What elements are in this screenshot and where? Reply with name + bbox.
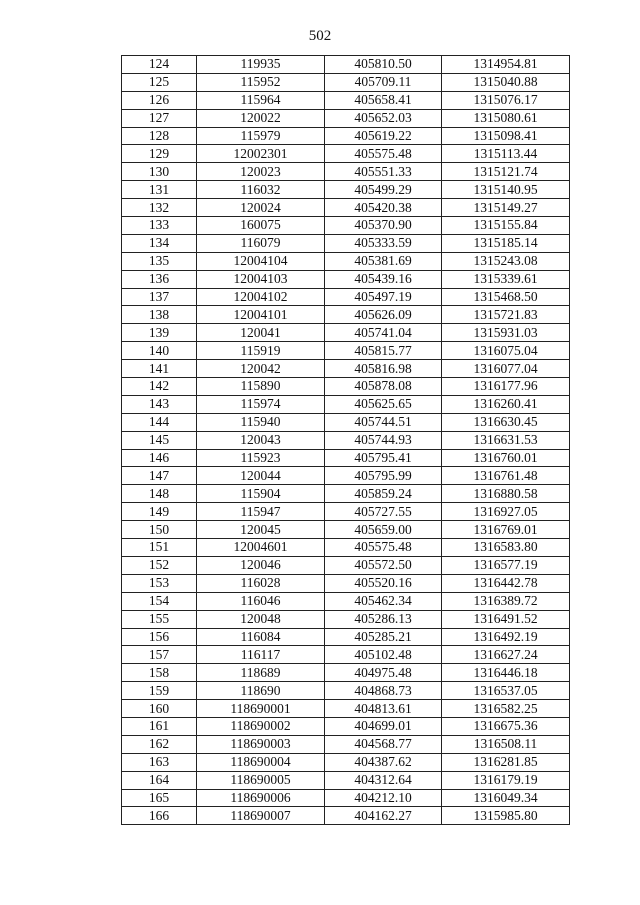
x-coordinate-cell: 404568.77 [325,735,442,753]
table-row [122,395,570,413]
table-row [122,521,570,539]
y-coordinate-cell: 1316675.36 [442,717,570,735]
row-number-cell: 146 [122,449,197,467]
y-coordinate-cell: 1315185.14 [442,234,570,252]
table-row [122,592,570,610]
y-coordinate-cell: 1315339.61 [442,270,570,288]
table-row [122,342,570,360]
row-number-cell: 152 [122,556,197,574]
x-coordinate-cell: 405102.48 [325,646,442,664]
row-number-cell: 162 [122,735,197,753]
x-coordinate-cell: 405499.29 [325,181,442,199]
point-id-cell: 118690001 [197,700,325,718]
row-number-cell: 143 [122,395,197,413]
y-coordinate-cell: 1316769.01 [442,521,570,539]
x-coordinate-cell: 405741.04 [325,324,442,342]
point-id-cell: 119935 [197,56,325,74]
point-id-cell: 115979 [197,127,325,145]
x-coordinate-cell: 405816.98 [325,360,442,378]
point-id-cell: 115974 [197,395,325,413]
table-row [122,467,570,485]
table-row [122,127,570,145]
point-id-cell: 120046 [197,556,325,574]
point-id-cell: 115940 [197,413,325,431]
table-row [122,91,570,109]
y-coordinate-cell: 1316761.48 [442,467,570,485]
y-coordinate-cell: 1316260.41 [442,395,570,413]
table-row [122,109,570,127]
point-id-cell: 120041 [197,324,325,342]
y-coordinate-cell: 1314954.81 [442,56,570,74]
row-number-cell: 149 [122,503,197,521]
table-row [122,574,570,592]
y-coordinate-cell: 1315098.41 [442,127,570,145]
row-number-cell: 139 [122,324,197,342]
table-row [122,717,570,735]
point-id-cell: 118690007 [197,807,325,825]
y-coordinate-cell: 1316631.53 [442,431,570,449]
y-coordinate-cell: 1316880.58 [442,485,570,503]
row-number-cell: 124 [122,56,197,74]
row-number-cell: 153 [122,574,197,592]
y-coordinate-cell: 1316582.25 [442,700,570,718]
row-number-cell: 125 [122,73,197,91]
y-coordinate-cell: 1315985.80 [442,807,570,825]
row-number-cell: 129 [122,145,197,163]
point-id-cell: 116046 [197,592,325,610]
point-id-cell: 115904 [197,485,325,503]
row-number-cell: 166 [122,807,197,825]
point-id-cell: 116028 [197,574,325,592]
point-id-cell: 118689 [197,664,325,682]
table-row [122,324,570,342]
point-id-cell: 12004102 [197,288,325,306]
row-number-cell: 159 [122,682,197,700]
y-coordinate-cell: 1316177.96 [442,378,570,396]
y-coordinate-cell: 1316537.05 [442,682,570,700]
table-row [122,700,570,718]
row-number-cell: 126 [122,91,197,109]
point-id-cell: 118690003 [197,735,325,753]
x-coordinate-cell: 405575.48 [325,145,442,163]
table-row [122,646,570,664]
row-number-cell: 142 [122,378,197,396]
row-number-cell: 147 [122,467,197,485]
point-id-cell: 116032 [197,181,325,199]
row-number-cell: 144 [122,413,197,431]
y-coordinate-cell: 1316049.34 [442,789,570,807]
y-coordinate-cell: 1316508.11 [442,735,570,753]
y-coordinate-cell: 1315076.17 [442,91,570,109]
x-coordinate-cell: 405551.33 [325,163,442,181]
y-coordinate-cell: 1316627.24 [442,646,570,664]
y-coordinate-cell: 1315243.08 [442,252,570,270]
row-number-cell: 133 [122,217,197,235]
point-id-cell: 120024 [197,199,325,217]
y-coordinate-cell: 1316281.85 [442,753,570,771]
coordinates-table-body [122,56,570,825]
point-id-cell: 120023 [197,163,325,181]
point-id-cell: 118690006 [197,789,325,807]
x-coordinate-cell: 405878.08 [325,378,442,396]
table-row [122,735,570,753]
y-coordinate-cell: 1315080.61 [442,109,570,127]
table-row [122,664,570,682]
point-id-cell: 120048 [197,610,325,628]
row-number-cell: 145 [122,431,197,449]
x-coordinate-cell: 404212.10 [325,789,442,807]
table-row [122,199,570,217]
y-coordinate-cell: 1315721.83 [442,306,570,324]
table-row [122,449,570,467]
point-id-cell: 120042 [197,360,325,378]
point-id-cell: 12004101 [197,306,325,324]
row-number-cell: 137 [122,288,197,306]
table-row [122,789,570,807]
point-id-cell: 118690 [197,682,325,700]
table-row [122,503,570,521]
table-row [122,145,570,163]
x-coordinate-cell: 405658.41 [325,91,442,109]
x-coordinate-cell: 405810.50 [325,56,442,74]
y-coordinate-cell: 1315140.95 [442,181,570,199]
table-row [122,771,570,789]
x-coordinate-cell: 405439.16 [325,270,442,288]
x-coordinate-cell: 405709.11 [325,73,442,91]
y-coordinate-cell: 1316446.18 [442,664,570,682]
x-coordinate-cell: 405619.22 [325,127,442,145]
x-coordinate-cell: 405497.19 [325,288,442,306]
row-number-cell: 132 [122,199,197,217]
y-coordinate-cell: 1315468.50 [442,288,570,306]
x-coordinate-cell: 404162.27 [325,807,442,825]
y-coordinate-cell: 1315040.88 [442,73,570,91]
x-coordinate-cell: 405575.48 [325,539,442,557]
row-number-cell: 150 [122,521,197,539]
row-number-cell: 154 [122,592,197,610]
point-id-cell: 12004104 [197,252,325,270]
point-id-cell: 116117 [197,646,325,664]
y-coordinate-cell: 1316389.72 [442,592,570,610]
x-coordinate-cell: 404699.01 [325,717,442,735]
y-coordinate-cell: 1315931.03 [442,324,570,342]
table-row [122,73,570,91]
row-number-cell: 128 [122,127,197,145]
table-row [122,628,570,646]
table-row [122,234,570,252]
point-id-cell: 115890 [197,378,325,396]
point-id-cell: 116079 [197,234,325,252]
y-coordinate-cell: 1315113.44 [442,145,570,163]
point-id-cell: 118690002 [197,717,325,735]
x-coordinate-cell: 405286.13 [325,610,442,628]
point-id-cell: 120043 [197,431,325,449]
row-number-cell: 130 [122,163,197,181]
table-row [122,682,570,700]
point-id-cell: 115947 [197,503,325,521]
row-number-cell: 136 [122,270,197,288]
x-coordinate-cell: 405659.00 [325,521,442,539]
row-number-cell: 161 [122,717,197,735]
x-coordinate-cell: 405815.77 [325,342,442,360]
x-coordinate-cell: 405572.50 [325,556,442,574]
table-row [122,610,570,628]
table-row [122,413,570,431]
point-id-cell: 120044 [197,467,325,485]
y-coordinate-cell: 1316492.19 [442,628,570,646]
y-coordinate-cell: 1315155.84 [442,217,570,235]
x-coordinate-cell: 405626.09 [325,306,442,324]
table-row [122,163,570,181]
y-coordinate-cell: 1316075.04 [442,342,570,360]
point-id-cell: 12004103 [197,270,325,288]
y-coordinate-cell: 1316630.45 [442,413,570,431]
row-number-cell: 127 [122,109,197,127]
table-row [122,181,570,199]
point-id-cell: 120022 [197,109,325,127]
x-coordinate-cell: 405520.16 [325,574,442,592]
x-coordinate-cell: 405744.51 [325,413,442,431]
x-coordinate-cell: 405859.24 [325,485,442,503]
x-coordinate-cell: 405370.90 [325,217,442,235]
row-number-cell: 134 [122,234,197,252]
x-coordinate-cell: 405462.34 [325,592,442,610]
x-coordinate-cell: 405744.93 [325,431,442,449]
point-id-cell: 12004601 [197,539,325,557]
point-id-cell: 115964 [197,91,325,109]
y-coordinate-cell: 1316927.05 [442,503,570,521]
y-coordinate-cell: 1316760.01 [442,449,570,467]
row-number-cell: 151 [122,539,197,557]
x-coordinate-cell: 405333.59 [325,234,442,252]
x-coordinate-cell: 404387.62 [325,753,442,771]
point-id-cell: 116084 [197,628,325,646]
x-coordinate-cell: 405727.55 [325,503,442,521]
row-number-cell: 157 [122,646,197,664]
table-row [122,217,570,235]
table-row [122,270,570,288]
table-row [122,485,570,503]
table-row [122,431,570,449]
table-row [122,56,570,74]
x-coordinate-cell: 405625.65 [325,395,442,413]
y-coordinate-cell: 1316491.52 [442,610,570,628]
row-number-cell: 140 [122,342,197,360]
point-id-cell: 115919 [197,342,325,360]
x-coordinate-cell: 405381.69 [325,252,442,270]
row-number-cell: 138 [122,306,197,324]
table-row [122,252,570,270]
row-number-cell: 160 [122,700,197,718]
table-row [122,378,570,396]
y-coordinate-cell: 1315121.74 [442,163,570,181]
y-coordinate-cell: 1316442.78 [442,574,570,592]
x-coordinate-cell: 405795.41 [325,449,442,467]
point-id-cell: 115923 [197,449,325,467]
table-row [122,539,570,557]
x-coordinate-cell: 404312.64 [325,771,442,789]
y-coordinate-cell: 1316077.04 [442,360,570,378]
x-coordinate-cell: 404975.48 [325,664,442,682]
x-coordinate-cell: 404813.61 [325,700,442,718]
table-row [122,556,570,574]
x-coordinate-cell: 405420.38 [325,199,442,217]
point-id-cell: 118690005 [197,771,325,789]
row-number-cell: 131 [122,181,197,199]
point-id-cell: 115952 [197,73,325,91]
row-number-cell: 155 [122,610,197,628]
x-coordinate-cell: 405795.99 [325,467,442,485]
row-number-cell: 164 [122,771,197,789]
point-id-cell: 160075 [197,217,325,235]
row-number-cell: 163 [122,753,197,771]
row-number-cell: 156 [122,628,197,646]
row-number-cell: 148 [122,485,197,503]
y-coordinate-cell: 1316577.19 [442,556,570,574]
x-coordinate-cell: 405285.21 [325,628,442,646]
y-coordinate-cell: 1316583.80 [442,539,570,557]
table-row [122,306,570,324]
row-number-cell: 141 [122,360,197,378]
point-id-cell: 120045 [197,521,325,539]
coordinates-table [121,55,570,825]
table-row [122,807,570,825]
page-number: 502 [308,28,332,44]
table-row [122,288,570,306]
x-coordinate-cell: 404868.73 [325,682,442,700]
row-number-cell: 135 [122,252,197,270]
point-id-cell: 118690004 [197,753,325,771]
y-coordinate-cell: 1315149.27 [442,199,570,217]
point-id-cell: 12002301 [197,145,325,163]
table-row [122,360,570,378]
table-row [122,753,570,771]
y-coordinate-cell: 1316179.19 [442,771,570,789]
x-coordinate-cell: 405652.03 [325,109,442,127]
row-number-cell: 165 [122,789,197,807]
row-number-cell: 158 [122,664,197,682]
